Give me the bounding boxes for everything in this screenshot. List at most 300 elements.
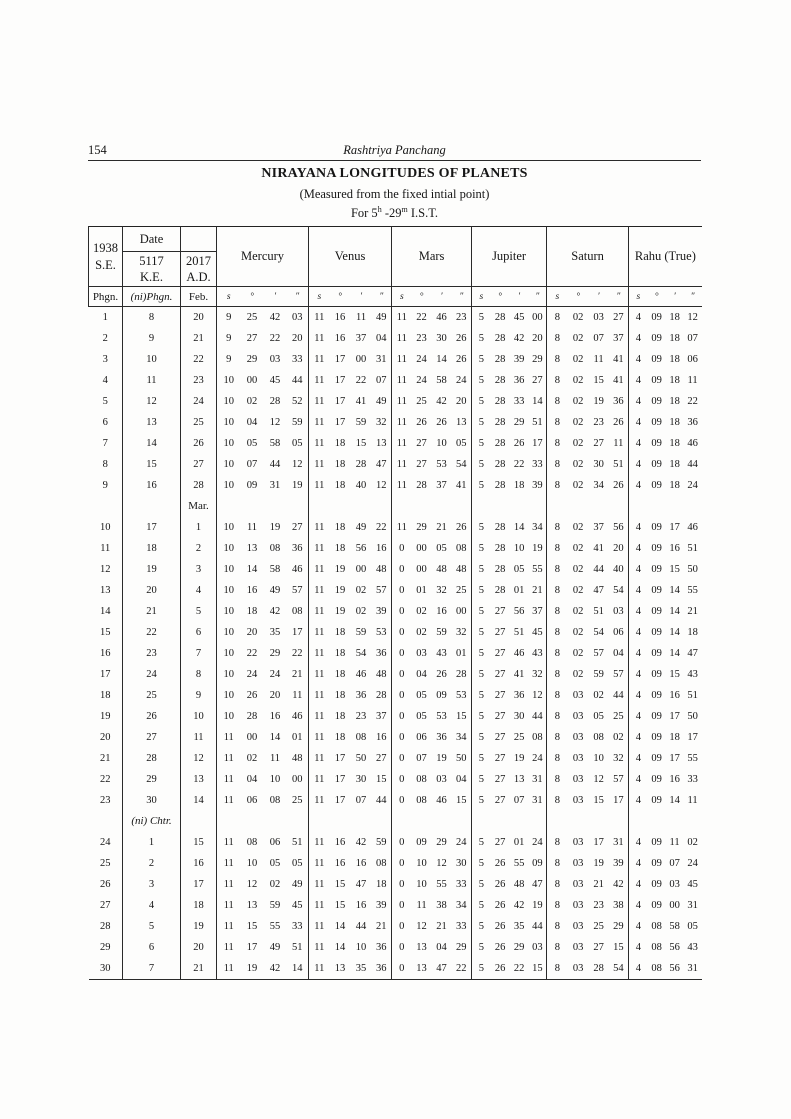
cell-value: 41 <box>513 669 525 680</box>
cell-value: 27 <box>494 690 506 701</box>
cell-value: 22 <box>513 459 525 470</box>
cell-ke: 28 <box>123 748 181 769</box>
cell-se <box>89 811 123 832</box>
cell-value: 28 <box>416 480 427 491</box>
cell-value: 17 <box>334 774 346 785</box>
cell-value: 28 <box>589 958 609 980</box>
cell-value: 05 <box>292 858 303 869</box>
cell-value: 8 <box>547 391 568 412</box>
cell-value: 46 <box>292 564 303 575</box>
cell-ad: 15 <box>181 832 217 853</box>
table-row <box>89 454 702 475</box>
cell-value <box>547 496 568 517</box>
cell-value: 02 <box>416 627 427 638</box>
cell-value: 37 <box>613 333 624 344</box>
unit-sign: s <box>217 287 241 307</box>
cell-value <box>241 496 264 517</box>
cell-value: 20 <box>532 333 543 344</box>
cell-ke: 30 <box>123 790 181 811</box>
cell-value: 44 <box>376 795 387 806</box>
cell-value: 4 <box>629 643 648 664</box>
cell-value: 00 <box>416 543 427 554</box>
cell-value: 45 <box>292 900 303 911</box>
cell-value <box>264 811 287 832</box>
cell-value: 8 <box>547 538 568 559</box>
unit-minute: ′ <box>666 287 684 307</box>
cell-value: 11 <box>309 790 330 811</box>
cell-value: 8 <box>547 874 568 895</box>
cell-value: 35 <box>269 627 281 638</box>
cell-value: 15 <box>376 774 387 785</box>
cell-value: 58 <box>436 375 447 386</box>
cell-value: 03 <box>572 837 584 848</box>
cell-se: 13 <box>100 585 111 596</box>
cell-value: 46 <box>687 438 698 449</box>
cell-value: 03 <box>593 312 604 323</box>
cell-value: 24 <box>532 837 543 848</box>
cell-value: 09 <box>651 564 662 575</box>
cell-value: 02 <box>572 522 584 533</box>
cell-value: 17 <box>334 354 346 365</box>
cell-value: 13 <box>412 958 432 980</box>
cell-value: 21 <box>376 921 387 932</box>
cell-value: 10 <box>217 601 241 622</box>
cell-value: 0 <box>392 559 412 580</box>
cell-value <box>568 811 589 832</box>
cell-value: 21 <box>436 921 447 932</box>
cell-value: 25 <box>513 732 525 743</box>
cell-se: 17 <box>100 669 111 680</box>
cell-value: 26 <box>494 879 506 890</box>
cell-ke: 16 <box>123 475 181 496</box>
cell-value: 17 <box>593 837 604 848</box>
cell-value: 04 <box>246 774 258 785</box>
page-number: 154 <box>88 143 107 157</box>
cell-value: 4 <box>629 832 648 853</box>
cell-value: 09 <box>651 417 662 428</box>
cell-value: 5 <box>472 706 491 727</box>
cell-value: 46 <box>436 312 447 323</box>
cell-value: 11 <box>309 433 330 454</box>
cell-value: 15 <box>456 711 467 722</box>
cell-value: 34 <box>456 900 467 911</box>
cell-value: 56 <box>355 543 367 554</box>
cell-value: 10 <box>217 685 241 706</box>
cell-value: 42 <box>355 837 367 848</box>
cell-value: 55 <box>687 753 698 764</box>
cell-value: 02 <box>572 333 584 344</box>
planet-header-mercury: Mercury <box>217 227 309 287</box>
cell-value: 29 <box>269 648 281 659</box>
cell-value: 02 <box>572 417 584 428</box>
cell-value: 11 <box>309 622 330 643</box>
cell-value: 54 <box>355 648 367 659</box>
cell-value: 13 <box>330 958 351 980</box>
cell-value: 57 <box>593 648 604 659</box>
table-row <box>89 601 702 622</box>
cell-value: 8 <box>547 307 568 329</box>
cell-value: 15 <box>593 795 604 806</box>
cell-value: 18 <box>669 480 680 491</box>
cell-value: 48 <box>456 564 467 575</box>
cell-value: 30 <box>456 858 467 869</box>
cell-ke: 22 <box>123 622 181 643</box>
cell-value: 0 <box>392 937 412 958</box>
cell-ad: 4 <box>181 580 217 601</box>
table-row <box>89 622 702 643</box>
cell-value: 36 <box>372 958 392 980</box>
cell-value <box>589 496 609 517</box>
cell-se: 6 <box>102 417 108 428</box>
cell-value: 23 <box>593 900 604 911</box>
cell-value: 17 <box>292 627 303 638</box>
cell-value: 47 <box>593 585 604 596</box>
cell-value: 06 <box>416 732 427 743</box>
cell-value: 47 <box>432 958 452 980</box>
cell-ad: 1 <box>181 517 217 538</box>
cell-ad: 16 <box>181 853 217 874</box>
cell-value: 5 <box>472 874 491 895</box>
cell-value: 28 <box>494 480 506 491</box>
cell-value: 11 <box>309 769 330 790</box>
cell-value: 11 <box>309 727 330 748</box>
cell-value: 4 <box>629 685 648 706</box>
cell-value: 14 <box>669 606 680 617</box>
cell-value: 11 <box>292 690 303 701</box>
cell-value: 11 <box>392 349 412 370</box>
ad-era: 2017 <box>186 253 211 268</box>
cell-value: 19 <box>532 900 543 911</box>
cell-value: 4 <box>629 937 648 958</box>
cell-value: 15 <box>593 375 604 386</box>
cell-value: 04 <box>613 648 624 659</box>
cell-value: 06 <box>246 795 258 806</box>
cell-value: 30 <box>355 774 367 785</box>
cell-ad: 9 <box>181 685 217 706</box>
cell-value: 37 <box>436 480 447 491</box>
cell-ke: 15 <box>123 454 181 475</box>
cell-value: 4 <box>629 580 648 601</box>
cell-value: 29 <box>416 522 427 533</box>
cell-value: 28 <box>494 333 506 344</box>
cell-value: 9 <box>217 328 241 349</box>
cell-value: 08 <box>292 606 303 617</box>
unit-sign: s <box>629 287 648 307</box>
cell-value: 08 <box>456 543 467 554</box>
cell-value: 11 <box>309 475 330 496</box>
cell-value: 26 <box>613 417 624 428</box>
cell-value: 8 <box>547 748 568 769</box>
table-row <box>89 853 702 874</box>
cell-value: 8 <box>547 727 568 748</box>
cell-value: 9 <box>217 307 241 329</box>
cell-value: 11 <box>613 438 624 449</box>
cell-value: 24 <box>456 837 467 848</box>
table-row <box>89 412 702 433</box>
unit-minute: ′ <box>264 287 287 307</box>
cell-value: 14 <box>334 921 346 932</box>
cell-value: 4 <box>629 475 648 496</box>
cell-value: 00 <box>532 312 543 323</box>
cell-value: 01 <box>416 585 427 596</box>
cell-value: 28 <box>456 669 467 680</box>
header-row-date <box>89 227 702 252</box>
cell-ke: 23 <box>123 643 181 664</box>
cell-value: 4 <box>629 664 648 685</box>
cell-ad: 26 <box>181 433 217 454</box>
cell-value: 09 <box>416 837 427 848</box>
cell-value: 29 <box>532 354 543 365</box>
cell-value: 28 <box>494 459 506 470</box>
cell-value: 55 <box>687 585 698 596</box>
cell-value: 03 <box>416 648 427 659</box>
cell-value: 48 <box>436 564 447 575</box>
cell-value: 24 <box>416 375 427 386</box>
cell-value <box>666 811 684 832</box>
unit-second: ″ <box>287 287 309 307</box>
cell-value: 18 <box>246 606 258 617</box>
unit-minute: ′ <box>432 287 452 307</box>
cell-value: 48 <box>292 753 303 764</box>
table-row <box>89 748 702 769</box>
cell-se: 19 <box>100 711 111 722</box>
cell-value: 0 <box>392 895 412 916</box>
cell-value: 4 <box>629 412 648 433</box>
cell-value: 13 <box>246 543 258 554</box>
unit-degree: ° <box>412 287 432 307</box>
unit-degree: ° <box>491 287 510 307</box>
cell-value: 8 <box>547 664 568 685</box>
cell-value: 23 <box>416 333 427 344</box>
cell-value: 26 <box>491 958 510 980</box>
cell-value: 09 <box>651 879 662 890</box>
cell-value: 18 <box>334 438 346 449</box>
page-title: NIRAYANA LONGITUDES OF PLANETS <box>261 166 528 181</box>
cell-value: 10 <box>217 412 241 433</box>
cell-value: 03 <box>572 921 584 932</box>
cell-value: 22 <box>355 375 367 386</box>
cell-value: 05 <box>416 690 427 701</box>
cell-value: 44 <box>532 711 543 722</box>
table-row <box>89 475 702 496</box>
cell-value: 16 <box>246 585 258 596</box>
cell-value: 0 <box>392 832 412 853</box>
cell-value: 11 <box>593 354 604 365</box>
cell-ke: 2 <box>123 853 181 874</box>
cell-value: 10 <box>217 706 241 727</box>
cell-value: 43 <box>532 648 543 659</box>
cell-value <box>491 811 510 832</box>
cell-value: 10 <box>217 580 241 601</box>
cell-value: 32 <box>532 669 543 680</box>
cell-value: 42 <box>513 333 525 344</box>
cell-value: 47 <box>355 879 367 890</box>
cell-ke: 9 <box>123 328 181 349</box>
cell-value: 02 <box>572 669 584 680</box>
cell-value: 47 <box>687 648 698 659</box>
cell-value <box>452 496 472 517</box>
cell-value: 5 <box>472 727 491 748</box>
time-range-line <box>88 205 701 221</box>
cell-ke: (ni) Chtr. <box>123 811 181 832</box>
running-head-row <box>88 140 701 161</box>
cell-value: 11 <box>217 853 241 874</box>
cell-ad: 8 <box>181 664 217 685</box>
cell-value: 13 <box>246 900 258 911</box>
cell-value: 18 <box>669 396 680 407</box>
table-row <box>89 958 702 980</box>
cell-value: 39 <box>376 606 387 617</box>
cell-value: 8 <box>547 685 568 706</box>
cell-value: 12 <box>376 480 387 491</box>
cell-value: 13 <box>456 417 467 428</box>
cell-value <box>392 496 412 517</box>
cell-value: 5 <box>472 580 491 601</box>
cell-value: 16 <box>669 543 680 554</box>
cell-value: 11 <box>392 454 412 475</box>
cell-value: 26 <box>494 942 506 953</box>
cell-value: 05 <box>436 543 447 554</box>
cell-value: 14 <box>669 585 680 596</box>
cell-value: 11 <box>416 900 427 911</box>
cell-value: 0 <box>392 874 412 895</box>
cell-value: 27 <box>494 753 506 764</box>
cell-value: 09 <box>651 543 662 554</box>
cell-value: 48 <box>513 879 525 890</box>
cell-ke: 27 <box>123 727 181 748</box>
cell-value: 57 <box>613 774 624 785</box>
cell-se: 14 <box>100 606 111 617</box>
cell-value: 59 <box>269 900 281 911</box>
cell-value: 18 <box>669 333 680 344</box>
cell-value: 18 <box>376 879 387 890</box>
cell-value: 42 <box>436 396 447 407</box>
cell-value: 0 <box>392 853 412 874</box>
cell-value: 11 <box>217 748 241 769</box>
cell-value: 22 <box>376 522 387 533</box>
cell-value <box>529 811 547 832</box>
cell-value: 5 <box>472 832 491 853</box>
cell-value: 08 <box>648 958 666 980</box>
cell-value: 0 <box>392 643 412 664</box>
cell-value: 25 <box>613 711 624 722</box>
cell-value: 5 <box>472 958 491 980</box>
cell-value: 5 <box>472 769 491 790</box>
month-separator-row <box>89 496 702 517</box>
ke-sub-label: (ni)Phgn. <box>123 287 181 307</box>
cell-value: 48 <box>376 564 387 575</box>
cell-value: 0 <box>392 769 412 790</box>
cell-value: 11 <box>309 748 330 769</box>
cell-value: 02 <box>355 585 367 596</box>
cell-ke: 8 <box>123 307 181 329</box>
cell-value: 34 <box>593 480 604 491</box>
ad-sub-label: Feb. <box>181 287 217 307</box>
cell-value: 17 <box>246 942 258 953</box>
cell-value: 8 <box>547 559 568 580</box>
cell-value: 12 <box>532 690 543 701</box>
cell-value: 46 <box>436 795 447 806</box>
cell-value: 02 <box>572 606 584 617</box>
table-body <box>89 307 702 980</box>
cell-value: 03 <box>572 753 584 764</box>
cell-value: 26 <box>456 522 467 533</box>
cell-value: 4 <box>629 559 648 580</box>
planet-header-jupiter: Jupiter <box>472 227 547 287</box>
cell-ad: 25 <box>181 412 217 433</box>
cell-value: 12 <box>436 858 447 869</box>
cell-ke <box>123 496 181 517</box>
cell-value: 11 <box>309 706 330 727</box>
cell-value: 02 <box>572 375 584 386</box>
cell-value <box>666 496 684 517</box>
cell-value: 03 <box>292 312 303 323</box>
cell-value: 36 <box>376 648 387 659</box>
cell-value: 11 <box>392 412 412 433</box>
cell-value: 21 <box>292 669 303 680</box>
cell-value: 49 <box>376 396 387 407</box>
cell-value: 01 <box>456 648 467 659</box>
cell-value: 5 <box>472 433 491 454</box>
cell-value: 8 <box>547 601 568 622</box>
cell-value: 4 <box>629 349 648 370</box>
cell-value: 02 <box>416 606 427 617</box>
cell-value: 10 <box>217 622 241 643</box>
cell-value <box>309 496 330 517</box>
cell-value: 44 <box>613 690 624 701</box>
cell-value: 54 <box>613 585 624 596</box>
cell-value <box>264 496 287 517</box>
cell-value: 8 <box>547 370 568 391</box>
cell-ad: 2 <box>181 538 217 559</box>
cell-value: 01 <box>513 585 525 596</box>
cell-value <box>472 811 491 832</box>
cell-value: 30 <box>593 459 604 470</box>
cell-value: 10 <box>217 433 241 454</box>
cell-value: 0 <box>392 706 412 727</box>
cell-value: 0 <box>392 664 412 685</box>
cell-value: 56 <box>666 958 684 980</box>
cell-value: 44 <box>269 459 281 470</box>
cell-value: 05 <box>456 438 467 449</box>
cell-value: 42 <box>264 958 287 980</box>
cell-value: 08 <box>416 795 427 806</box>
time-prefix: For 5 <box>350 206 378 221</box>
cell-value: 55 <box>269 921 281 932</box>
cell-value: 0 <box>392 685 412 706</box>
cell-value: 8 <box>547 769 568 790</box>
cell-value: 21 <box>532 585 543 596</box>
cell-value <box>648 811 666 832</box>
cell-value: 05 <box>269 858 281 869</box>
cell-value: 27 <box>416 438 427 449</box>
cell-value: 10 <box>217 559 241 580</box>
cell-value: 17 <box>613 795 624 806</box>
cell-value: 55 <box>513 858 525 869</box>
cell-value <box>629 811 648 832</box>
cell-value: 56 <box>513 606 525 617</box>
cell-value: 36 <box>292 543 303 554</box>
cell-value: 18 <box>334 690 346 701</box>
cell-value: 03 <box>532 942 543 953</box>
cell-value: 47 <box>532 879 543 890</box>
cell-value: 43 <box>687 942 698 953</box>
cell-value: 12 <box>269 417 281 428</box>
cell-value: 01 <box>292 732 303 743</box>
cell-ke: 26 <box>123 706 181 727</box>
cell-value: 8 <box>547 517 568 538</box>
cell-value: 4 <box>629 622 648 643</box>
